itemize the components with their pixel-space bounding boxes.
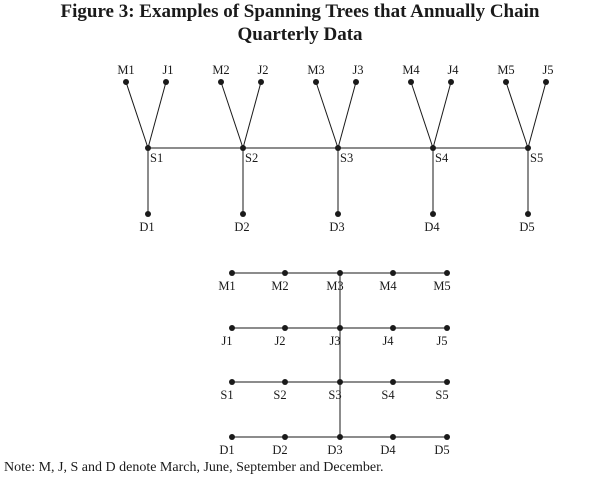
top-edge-j-s (243, 82, 261, 148)
bottom-node-m3 (337, 270, 343, 276)
top-node-j5 (543, 79, 549, 85)
bottom-label-m3: M3 (326, 279, 344, 293)
top-edge-m-s (126, 82, 148, 148)
bottom-node-j3 (337, 325, 343, 331)
bottom-node-j5 (444, 325, 450, 331)
bottom-label-d4: D4 (380, 443, 396, 457)
top-edge-m-s (316, 82, 338, 148)
bottom-label-s1: S1 (220, 388, 234, 402)
bottom-node-m5 (444, 270, 450, 276)
top-label-m1: M1 (117, 63, 135, 77)
top-edge-j-s (338, 82, 356, 148)
top-node-d4 (430, 211, 436, 217)
bottom-label-s5: S5 (435, 388, 449, 402)
title-line-1: Figure 3: Examples of Spanning Trees that Annually Chain (60, 1, 540, 22)
top-node-j3 (353, 79, 359, 85)
top-edge-j-s (433, 82, 451, 148)
bottom-label-s2: S2 (273, 388, 287, 402)
bottom-node-s1 (229, 379, 235, 385)
top-label-j3: J3 (352, 63, 364, 77)
top-label-j1: J1 (162, 63, 174, 77)
top-label-s4: S4 (435, 151, 449, 165)
bottom-label-j3: J3 (329, 334, 341, 348)
top-node-d3 (335, 211, 341, 217)
top-edge-m-s (411, 82, 433, 148)
top-label-s2: S2 (245, 151, 259, 165)
top-node-m2 (218, 79, 224, 85)
bottom-label-m4: M4 (379, 279, 397, 293)
bottom-node-j4 (390, 325, 396, 331)
bottom-node-d5 (444, 434, 450, 440)
bottom-label-j1: J1 (221, 334, 233, 348)
bottom-label-d3: D3 (327, 443, 343, 457)
bottom-node-m4 (390, 270, 396, 276)
top-node-m1 (123, 79, 129, 85)
bottom-label-d1: D1 (219, 443, 235, 457)
top-label-s1: S1 (150, 151, 164, 165)
top-label-d4: D4 (424, 220, 440, 234)
bottom-node-d4 (390, 434, 396, 440)
bottom-node-j2 (282, 325, 288, 331)
top-label-m2: M2 (212, 63, 230, 77)
top-node-j2 (258, 79, 264, 85)
bottom-label-s3: S3 (328, 388, 342, 402)
bottom-label-j2: J2 (274, 334, 286, 348)
top-label-d3: D3 (329, 220, 345, 234)
bottom-label-m2: M2 (271, 279, 289, 293)
bottom-node-d1 (229, 434, 235, 440)
bottom-label-d5: D5 (434, 443, 450, 457)
bottom-node-s3 (337, 379, 343, 385)
top-label-s5: S5 (530, 151, 544, 165)
top-node-d5 (525, 211, 531, 217)
top-node-m5 (503, 79, 509, 85)
top-edge-j-s (528, 82, 546, 148)
top-node-d2 (240, 211, 246, 217)
top-node-j4 (448, 79, 454, 85)
top-label-d2: D2 (234, 220, 250, 234)
bottom-node-j1 (229, 325, 235, 331)
top-label-m4: M4 (402, 63, 420, 77)
top-edge-j-s (148, 82, 166, 148)
bottom-label-j5: J5 (436, 334, 448, 348)
top-edge-m-s (221, 82, 243, 148)
top-label-j2: J2 (257, 63, 269, 77)
bottom-node-s4 (390, 379, 396, 385)
top-label-m3: M3 (307, 63, 325, 77)
bottom-label-s4: S4 (381, 388, 395, 402)
bottom-node-s2 (282, 379, 288, 385)
top-node-d1 (145, 211, 151, 217)
top-label-j4: J4 (447, 63, 459, 77)
top-label-j5: J5 (542, 63, 554, 77)
bottom-label-j4: J4 (382, 334, 394, 348)
top-label-s3: S3 (340, 151, 354, 165)
bottom-node-m1 (229, 270, 235, 276)
title-line-2: Quarterly Data (237, 24, 363, 45)
top-edge-m-s (506, 82, 528, 148)
top-label-d1: D1 (139, 220, 155, 234)
bottom-node-d2 (282, 434, 288, 440)
bottom-label-m1: M1 (218, 279, 236, 293)
top-label-m5: M5 (497, 63, 515, 77)
bottom-node-m2 (282, 270, 288, 276)
bottom-node-s5 (444, 379, 450, 385)
bottom-node-d3 (337, 434, 343, 440)
top-node-m4 (408, 79, 414, 85)
top-label-d5: D5 (519, 220, 535, 234)
bottom-label-d2: D2 (272, 443, 288, 457)
top-node-m3 (313, 79, 319, 85)
top-node-j1 (163, 79, 169, 85)
bottom-label-m5: M5 (433, 279, 451, 293)
figure-note: Note: M, J, S and D denote March, June, September and December. (4, 460, 384, 475)
